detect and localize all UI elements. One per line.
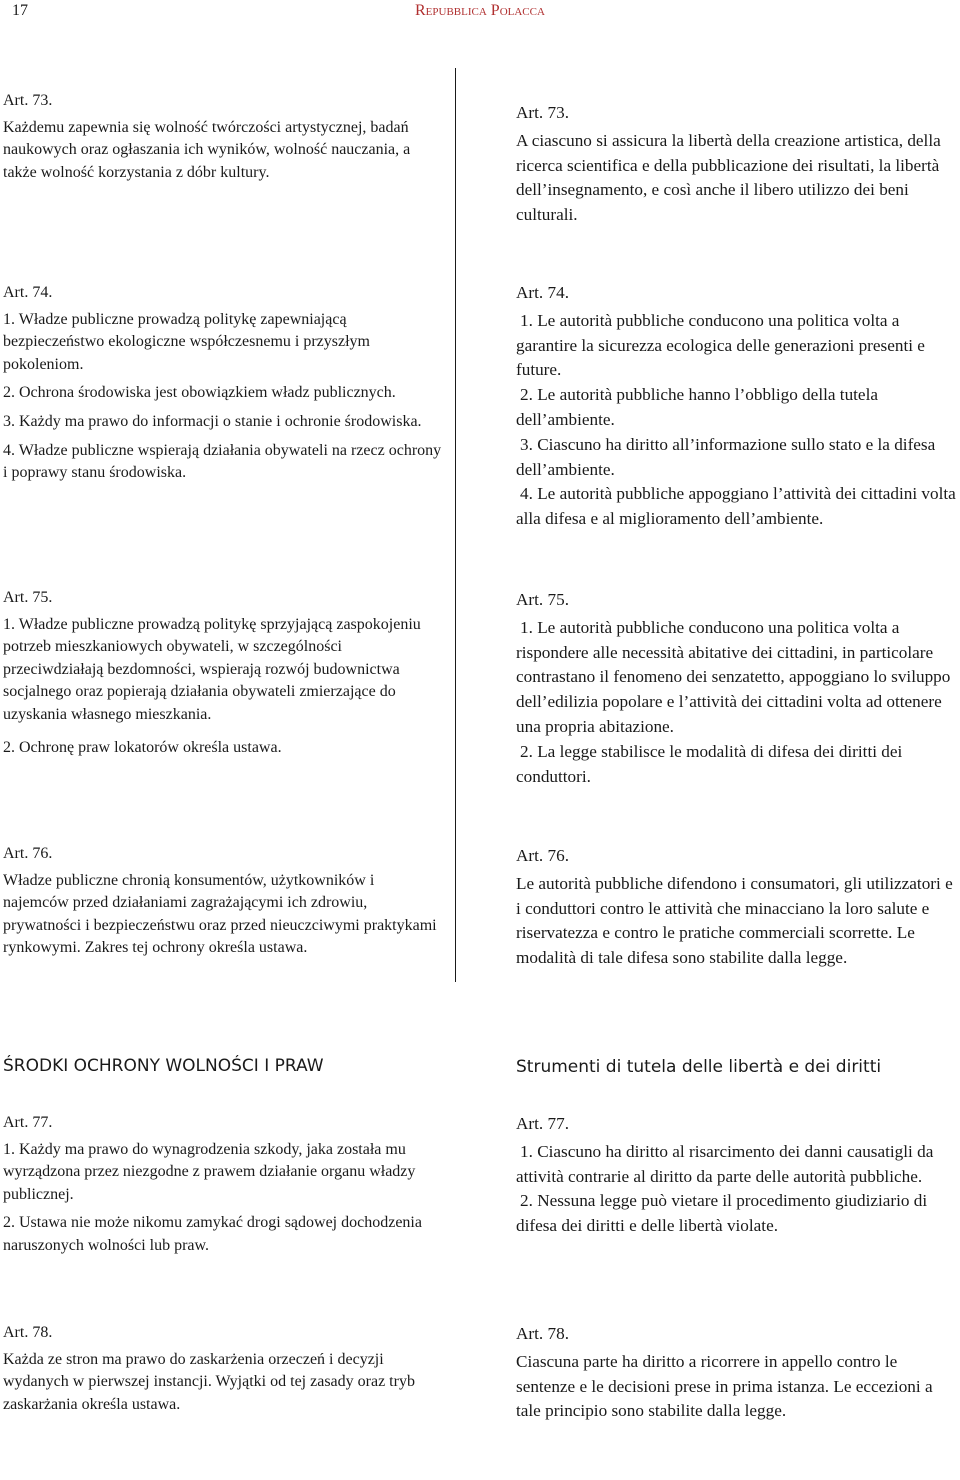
- article-title: Art. 78.: [3, 1324, 53, 1341]
- article-paragraph: 3. Ciascuno ha diritto all’informazione sullo stato e la difesa dell’ambiente.: [516, 434, 936, 479]
- it-art-73: [516, 101, 956, 228]
- article-text: Każda ze stron ma prawo do zaskarżenia orzeczeń i decyzji wydanych w pierwszej instancji. Wyjątki od tej zasady oraz tryb zaskarżania określa ustawa.: [3, 1350, 415, 1413]
- article-paragraph: 1. Le autorità pubbliche conducono una politica volta a rispondere alle necessità abitative dei cittadini, in particolare contrastano il fenomeno dei senzatetto, appoggiano lo sviluppo dell’edilizia popolare e l’attività dei cittadini volta ad ottenere una propria abitazione.: [516, 617, 951, 736]
- article-paragraph: 3. Każdy ma prawo do informacji o stanie i ochronie środowiska.: [3, 412, 422, 430]
- article-paragraph: 2. Le autorità pubbliche hanno l’obbligo della tutela dell’ambiente.: [516, 385, 878, 429]
- running-header: Repubblica Polacca: [415, 2, 545, 19]
- it-art-76: [516, 844, 956, 971]
- article-title: Art. 75.: [516, 590, 569, 609]
- article-title: Art. 77.: [516, 1114, 569, 1133]
- it-art-78: [516, 1322, 956, 1424]
- article-paragraph: 2. Ochrona środowiska jest obowiązkiem władz publicznych.: [3, 384, 396, 402]
- article-text: A ciascuno si assicura la libertà della creazione artistica, della ricerca scientifica e della pubblicazione dei risultati, la libertà dell’insegnamento, e così anche il libero utilizzo dei beni culturali.: [516, 130, 941, 225]
- article-text: Ciascuna parte ha diritto a ricorrere in appello contro le sentenze e le decisioni prese in prima istanza. Le eccezioni a tale principio sono stabilite dalla legge.: [516, 1351, 933, 1421]
- it-art-74: [516, 281, 956, 532]
- pl-art-74: [3, 282, 443, 491]
- article-text: Władze publiczne chronią konsumentów, użytkowników i najemców przed działaniami zagrażającymi ich zdrowiu, prywatności i bezpieczeństwu oraz przed nieuczciwymi praktykami rynkowymi. Zakres tej ochrony określa ustawa.: [3, 871, 437, 957]
- article-title: Art. 73.: [3, 92, 53, 109]
- page-number: 17: [12, 2, 28, 19]
- article-title: Art. 77.: [3, 1114, 53, 1131]
- article-paragraph: 1. Le autorità pubbliche conducono una politica volta a garantire la sicurezza ecologica delle generazioni presenti e future.: [516, 310, 925, 380]
- article-paragraph: 2. La legge stabilisce le modalità di difesa dei diritti dei conduttori.: [516, 741, 903, 786]
- article-paragraph: 1. Każdy ma prawo do wynagrodzenia szkody, jaka została mu wyrządzona przez niezgodne z prawem działanie organu władzy publicznej.: [3, 1140, 416, 1203]
- article-paragraph: 2. Ustawa nie może nikomu zamykać drogi sądowej dochodzenia naruszonych wolności lub praw.: [3, 1214, 422, 1254]
- article-title: Art. 73.: [516, 103, 569, 122]
- article-title: Art. 74.: [516, 283, 569, 302]
- pl-art-77: [3, 1112, 443, 1264]
- article-title: Art. 75.: [3, 589, 53, 606]
- it-art-75: [516, 588, 956, 789]
- article-text: Każdemu zapewnia się wolność twórczości artystycznej, badań naukowych oraz ogłaszania ich wyników, wolność nauczania, a także wolność korzystania z dóbr kultury.: [3, 118, 411, 181]
- article-text: Le autorità pubbliche difendono i consumatori, gli utilizzatori e i conduttori contro le attività che minacciano la loro salute e riservatezza e contro le pratiche commerciali scorrette. Le modalità di tale difesa sono stabilite dalla legge.: [516, 873, 953, 968]
- it-art-77: [516, 1112, 956, 1239]
- article-paragraph: 2. Ochronę praw lokatorów określa ustawa.: [3, 738, 282, 756]
- article-paragraph: 2. Nessuna legge può vietare il procedimento giudiziario di difesa dei diritti e delle libertà violate.: [516, 1191, 928, 1236]
- article-paragraph: 1. Władze publiczne prowadzą politykę zapewniającą bezpieczeństwo ekologiczne współczesnemu i przyszłym pokoleniom.: [3, 310, 370, 373]
- article-title: Art. 76.: [3, 845, 53, 862]
- it-section-heading: Strumenti di tutela delle libertà e dei diritti: [516, 1057, 882, 1077]
- article-paragraph: 1. Ciascuno ha diritto al risarcimento dei danni causatigli da attività contrarie al diritto da parte delle autorità pubbliche.: [516, 1141, 934, 1186]
- pl-art-75: [3, 587, 443, 765]
- pl-art-73: [3, 90, 443, 184]
- pl-section-heading: ŚRODKI OCHRONY WOLNOŚCI I PRAW: [3, 1056, 324, 1076]
- pl-art-76: [3, 843, 443, 960]
- article-title: Art. 78.: [516, 1324, 569, 1343]
- article-title: Art. 76.: [516, 846, 569, 865]
- article-paragraph: 4. Władze publiczne wspierają działania obywateli na rzecz ochrony i poprawy stanu środowiska.: [3, 441, 442, 482]
- article-paragraph: 1. Władze publiczne prowadzą politykę sprzyjającą zaspokojeniu potrzeb mieszkaniowych obywateli, w szczególności przeciwdziałają bezdomności, wspierają rozwój budownictwa socjalnego oraz popierają działania obywateli zmierzające do uzyskania własnego mieszkania.: [3, 615, 421, 723]
- article-paragraph: 4. Le autorità pubbliche appoggiano l’attività dei cittadini volta alla difesa e al miglioramento dell’ambiente.: [516, 484, 956, 529]
- pl-art-78: [3, 1322, 443, 1416]
- article-title: Art. 74.: [3, 284, 53, 301]
- column-divider: [455, 68, 456, 982]
